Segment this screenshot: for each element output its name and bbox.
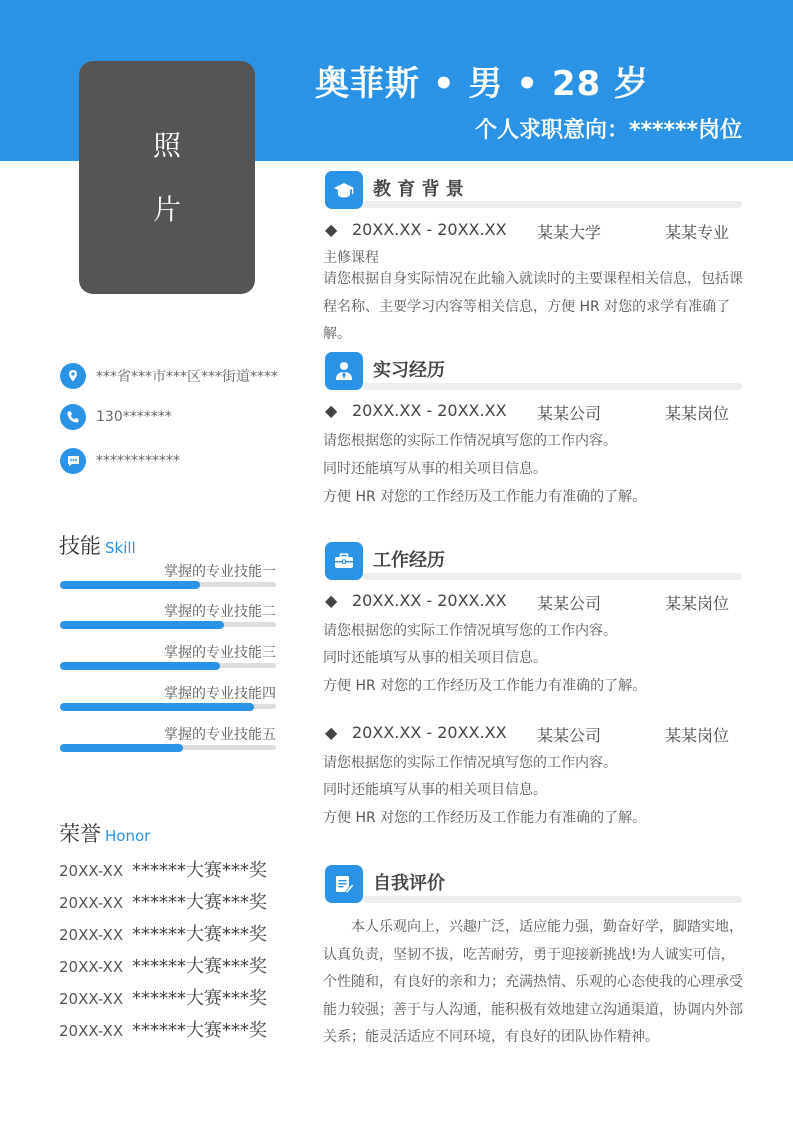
skill-fill <box>60 744 183 752</box>
honor-date: 20XX-XX <box>59 862 124 880</box>
skill-track <box>60 745 276 750</box>
entry-bullet: ◆ <box>325 723 338 742</box>
self-eval-title: 自我评价 <box>373 873 445 894</box>
entry-bullet: ◆ <box>325 591 338 610</box>
skill-item <box>60 561 276 597</box>
entry-role: 某某岗位 <box>665 404 730 423</box>
person-tie-icon <box>325 352 363 390</box>
work-line: 同时还能填写从事的相关项目信息。 <box>323 782 547 798</box>
honor-item <box>59 856 267 882</box>
entry-period: 20XX.XX - 20XX.XX <box>352 220 507 239</box>
entry-period: 20XX.XX - 20XX.XX <box>352 591 507 610</box>
entry-role: 某某岗位 <box>665 726 730 745</box>
skill-fill <box>60 621 224 629</box>
honor-date: 20XX-XX <box>59 926 124 944</box>
graduation-cap-icon <box>325 171 363 209</box>
internship-line: 请您根据您的实际工作情况填写您的工作内容。 <box>323 433 617 449</box>
contact-address <box>60 363 278 389</box>
skills-title-en: Skill <box>105 539 136 557</box>
skill-name: 掌握的专业技能三 <box>164 645 276 661</box>
honor-item <box>59 920 267 946</box>
edit-note-icon <box>325 865 363 903</box>
honor-date: 20XX-XX <box>59 1022 124 1040</box>
honor-name: ******大赛***奖 <box>132 892 267 913</box>
contact-phone-text: 130******* <box>96 409 172 425</box>
location-icon <box>60 363 86 389</box>
entry-role: 某某岗位 <box>665 594 730 613</box>
honor-date: 20XX-XX <box>59 894 124 912</box>
honors-title-cn: 荣誉 <box>59 822 101 846</box>
entry-org: 某某公司 <box>537 594 602 613</box>
photo-label-line2: 片 <box>152 192 181 226</box>
entry-role: 某某专业 <box>665 223 730 242</box>
contact-chat-text: ************ <box>96 453 180 469</box>
entry-period: 20XX.XX - 20XX.XX <box>352 723 507 742</box>
honor-name: ******大赛***奖 <box>132 860 267 881</box>
chat-icon <box>60 448 86 474</box>
skill-fill <box>60 581 200 589</box>
entry-bullet: ◆ <box>325 220 338 239</box>
self-eval-divider <box>363 896 742 903</box>
skill-track <box>60 704 276 709</box>
skill-track <box>60 622 276 627</box>
honors-title-en: Honor <box>105 827 151 845</box>
skills-title <box>59 530 136 560</box>
internship-title: 实习经历 <box>373 360 445 381</box>
contact-chat <box>60 448 180 474</box>
work-line: 请您根据您的实际工作情况填写您的工作内容。 <box>323 623 617 639</box>
skill-name: 掌握的专业技能二 <box>164 604 276 620</box>
work-divider <box>363 573 742 580</box>
entry-bullet: ◆ <box>325 401 338 420</box>
internship-line: 方便 HR 对您的工作经历及工作能力有准确的了解。 <box>323 489 647 505</box>
entry-org: 某某公司 <box>537 726 602 745</box>
skill-name: 掌握的专业技能一 <box>164 564 276 580</box>
job-intention: 个人求职意向：******岗位 <box>474 118 742 143</box>
skill-track <box>60 582 276 587</box>
entry-period: 20XX.XX - 20XX.XX <box>352 401 507 420</box>
honor-item <box>59 1016 267 1042</box>
work-line: 请您根据您的实际工作情况填写您的工作内容。 <box>323 755 617 771</box>
honor-date: 20XX-XX <box>59 990 124 1008</box>
skill-fill <box>60 703 254 711</box>
skill-item <box>60 724 276 760</box>
honor-date: 20XX-XX <box>59 958 124 976</box>
education-description: 请您根据自身实际情况在此输入就读时的主要课程相关信息，包括课程名称、主要学习内容等相关信息，方便 HR 对您的求学有准确了解。 <box>323 271 743 342</box>
skill-name: 掌握的专业技能四 <box>164 686 276 702</box>
education-title: 教 育 背 景 <box>373 179 464 200</box>
skill-item <box>60 642 276 678</box>
phone-icon <box>60 404 86 430</box>
skill-fill <box>60 662 220 670</box>
work-title: 工作经历 <box>373 550 445 571</box>
internship-divider <box>363 383 742 390</box>
education-divider <box>363 201 742 208</box>
work-line: 方便 HR 对您的工作经历及工作能力有准确的了解。 <box>323 810 647 826</box>
honor-item <box>59 984 267 1010</box>
entry-org: 某某公司 <box>537 404 602 423</box>
skill-name: 掌握的专业技能五 <box>164 727 276 743</box>
contact-phone <box>60 404 172 430</box>
skill-item <box>60 683 276 719</box>
work-line: 同时还能填写从事的相关项目信息。 <box>323 650 547 666</box>
honor-name: ******大赛***奖 <box>132 924 267 945</box>
name-headline: 奥菲斯 • 男 • 28 岁 <box>315 64 649 104</box>
honor-item <box>59 888 267 914</box>
honor-name: ******大赛***奖 <box>132 1020 267 1041</box>
work-line: 方便 HR 对您的工作经历及工作能力有准确的了解。 <box>323 678 647 694</box>
contact-address-text: ***省***市***区***街道**** <box>96 369 278 385</box>
honor-name: ******大赛***奖 <box>132 956 267 977</box>
skill-item <box>60 601 276 637</box>
honors-title <box>59 818 150 848</box>
internship-line: 同时还能填写从事的相关项目信息。 <box>323 461 547 477</box>
skills-title-cn: 技能 <box>59 534 101 558</box>
honor-item <box>59 952 267 978</box>
education-course-label: 主修课程 <box>323 250 379 266</box>
honor-name: ******大赛***奖 <box>132 988 267 1009</box>
photo-label-line1: 照 <box>152 128 181 162</box>
entry-org: 某某大学 <box>537 223 602 242</box>
photo-placeholder <box>79 61 255 294</box>
self-eval-text: 本人乐观向上，兴趣广泛，适应能力强，勤奋好学，脚踏实地，认真负责，坚韧不拔，吃苦耐劳，勇于迎接新挑战!为人诚实可信，个性随和，有良好的亲和力；充满热情、乐观的心态使我的心理承受能力较强；善于与人沟通，能积极有效地建立沟通渠道，协调内外部关系；能灵活适应不同环境，有良好的团队协作精神。 <box>323 919 743 1045</box>
briefcase-icon <box>325 542 363 580</box>
skill-track <box>60 663 276 668</box>
